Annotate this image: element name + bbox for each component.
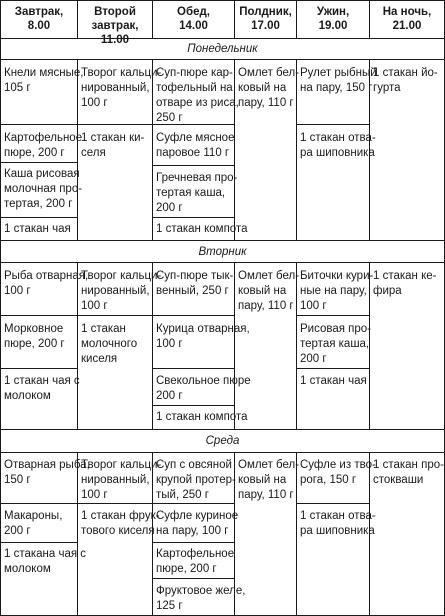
rule xyxy=(152,165,234,166)
rule xyxy=(0,59,445,60)
menu-cell: Кнели мясные, 105 г xyxy=(4,67,84,94)
rule xyxy=(152,542,234,543)
menu-cell: Творог кальци- нированный, 100 г xyxy=(81,459,162,501)
menu-cell: 1 стакан чая xyxy=(4,223,71,235)
rule xyxy=(0,217,77,218)
menu-cell: Суп с овсяной крупой протер- тый, 250 г xyxy=(156,459,236,501)
menu-cell: 1 стакан компота xyxy=(156,411,248,423)
rule xyxy=(296,315,369,316)
menu-cell: Суп-пюре кар- тофельный на отваре из риса, 250 г xyxy=(156,67,239,124)
menu-cell: Отварная рыба, 150 г xyxy=(4,459,90,486)
menu-cell: Суфле куриное на пару, 100 г xyxy=(156,510,239,537)
menu-cell: Макароны, 200 г xyxy=(4,510,63,537)
rule xyxy=(152,503,234,504)
menu-cell: 1 стакан чая xyxy=(300,375,367,387)
menu-cell: Рыба отварная, 100 г xyxy=(4,270,89,297)
rule xyxy=(0,0,445,1)
rule xyxy=(152,315,234,316)
menu-cell: Суфле из тво- рога, 150 г xyxy=(300,459,376,486)
rule xyxy=(0,542,77,543)
rule xyxy=(77,124,152,125)
menu-cell: Картофельное пюре, 200 г xyxy=(156,548,235,575)
header-second-breakfast: Второй завтрак, 11.00 xyxy=(91,6,139,46)
menu-cell: Омлет бел- ковый на пару, 110 г xyxy=(238,270,300,312)
day-title: Среда xyxy=(205,435,240,447)
menu-cell: Картофельное пюре, 200 г xyxy=(4,132,83,159)
menu-cell: 1 стакан йо- гурта xyxy=(373,67,438,94)
menu-cell: 1 стакан чая с молоком xyxy=(4,375,80,402)
rule xyxy=(0,262,445,263)
menu-cell: Биточки кури- ные на пару, 100 г xyxy=(300,270,374,312)
rule xyxy=(152,217,234,218)
menu-cell: 1 стакан фрук- тового киселя xyxy=(81,510,160,537)
menu-cell: Гречневая про- тертая каша, 200 г xyxy=(156,172,238,214)
rule xyxy=(0,38,445,39)
rule xyxy=(0,0,1,616)
menu-cell: 1 стакан про- стокваши xyxy=(373,459,444,486)
header-breakfast: Завтрак, 8.00 xyxy=(14,6,64,32)
rule xyxy=(0,315,77,316)
menu-cell: Суфле мясное паровое 110 г xyxy=(156,132,235,159)
rule xyxy=(152,405,234,406)
day-title: Вторник xyxy=(198,246,247,258)
menu-cell: 1 стакан ке- фира xyxy=(373,270,437,297)
menu-cell: 1 стакан компота xyxy=(156,223,248,235)
menu-cell: Суп-пюре тык- венный, 250 г xyxy=(156,270,234,297)
menu-cell: 1 стакана чая с молоком xyxy=(4,548,87,575)
menu-cell: 1 стакан отва- ра шиповника xyxy=(300,510,376,537)
rule xyxy=(0,368,77,369)
menu-cell: Творог кальци- нированный, 100 г xyxy=(81,67,162,109)
rule xyxy=(0,240,445,241)
rule xyxy=(0,503,77,504)
menu-cell: Омлет бел- ковый на пару, 110 г xyxy=(238,67,300,109)
rule xyxy=(0,124,77,125)
menu-cell: 1 стакан ки- селя xyxy=(81,132,145,159)
menu-cell: 1 стакан молочного киселя xyxy=(81,323,138,365)
menu-cell: Рулет рыбный на пару, 150 г xyxy=(300,67,377,94)
rule xyxy=(77,503,152,504)
menu-cell: Фруктовое желе, 125 г xyxy=(156,585,246,612)
rule xyxy=(0,452,445,453)
rule xyxy=(296,368,369,369)
menu-cell: Творог кальци- нированный, 100 г xyxy=(81,270,162,312)
rule xyxy=(77,315,152,316)
menu-cell: Свекольное пюре 200 г xyxy=(156,375,251,402)
rule xyxy=(152,578,234,579)
header-lunch: Обед, 14.00 xyxy=(177,6,210,32)
rule xyxy=(296,503,369,504)
menu-cell: Рисовая про- тертая каша, 200 г xyxy=(300,323,372,365)
rule xyxy=(0,162,77,163)
menu-cell: Каша рисовая молочная про- тертая, 200 г xyxy=(4,168,83,210)
rule xyxy=(0,429,445,430)
header-snack: Полдник, 17.00 xyxy=(239,6,292,32)
menu-cell: 1 стакан отва- ра шиповника xyxy=(300,132,376,159)
day-title: Понедельник xyxy=(187,43,258,55)
menu-cell: Морковное пюре, 200 г xyxy=(4,323,65,350)
menu-cell: Омлет бел- ковый на пару, 110 г xyxy=(238,459,300,501)
rule xyxy=(296,124,369,125)
rule xyxy=(152,368,234,369)
header-dinner: Ужин, 19.00 xyxy=(316,6,350,32)
header-night: На ночь, 21.00 xyxy=(382,6,432,32)
menu-cell: Курица отварная, 100 г xyxy=(156,323,250,350)
